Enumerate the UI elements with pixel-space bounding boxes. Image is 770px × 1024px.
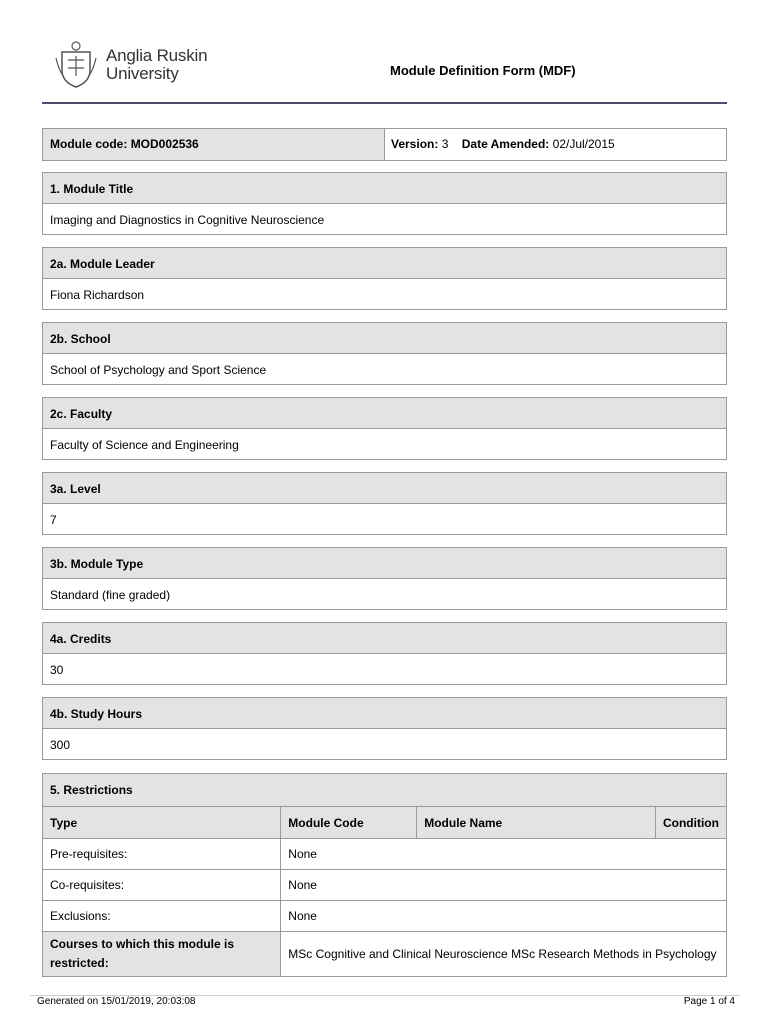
section-heading: 5. Restrictions bbox=[43, 774, 726, 806]
form-title: Module Definition Form (MDF) bbox=[390, 63, 576, 78]
section-credits bbox=[42, 622, 727, 685]
section-heading: 2b. School bbox=[43, 323, 726, 354]
header-divider bbox=[42, 102, 727, 104]
section-heading: 3a. Level bbox=[43, 473, 726, 504]
version-date bbox=[385, 129, 726, 160]
restrictions-table bbox=[43, 806, 726, 976]
module-code-value: MOD002536 bbox=[130, 137, 199, 151]
university-name-line2: University bbox=[106, 64, 179, 83]
column-header: Module Code bbox=[281, 807, 417, 839]
section-heading: 4b. Study Hours bbox=[43, 698, 726, 729]
section-value: 30 bbox=[50, 663, 64, 677]
section-value: Imaging and Diagnostics in Cognitive Neuroscience bbox=[50, 213, 325, 227]
section-value: School of Psychology and Sport Science bbox=[50, 363, 267, 377]
table-row bbox=[43, 901, 726, 932]
university-logo bbox=[54, 40, 214, 90]
version-label: Version: bbox=[391, 137, 439, 151]
section-school bbox=[42, 322, 727, 385]
section-level bbox=[42, 472, 727, 535]
section-restrictions bbox=[42, 773, 727, 977]
table-row bbox=[43, 870, 726, 901]
crest-icon bbox=[54, 40, 98, 88]
section-heading: 2a. Module Leader bbox=[43, 248, 726, 279]
table-row bbox=[43, 839, 726, 870]
date-amended-label: Date Amended: bbox=[461, 137, 550, 151]
university-name bbox=[106, 47, 207, 83]
restriction-type: Pre-requisites: bbox=[43, 839, 281, 870]
restriction-type: Co-requisites: bbox=[43, 870, 281, 901]
section-value: Fiona Richardson bbox=[50, 288, 145, 302]
module-info-box bbox=[42, 128, 727, 161]
restriction-value: MSc Cognitive and Clinical Neuroscience MSc Research Methods in Psychology bbox=[281, 932, 726, 977]
page-number: Page 1 of 4 bbox=[683, 996, 735, 1007]
generated-timestamp: Generated on 15/01/2019, 20:03:08 bbox=[37, 996, 196, 1007]
column-header: Condition bbox=[655, 807, 726, 839]
date-amended-value: 02/Jul/2015 bbox=[552, 137, 615, 151]
restriction-value: None bbox=[281, 901, 726, 932]
section-heading: 1. Module Title bbox=[43, 173, 726, 204]
restriction-type: Exclusions: bbox=[43, 901, 281, 932]
column-header: Module Name bbox=[417, 807, 656, 839]
section-module-type bbox=[42, 547, 727, 610]
section-heading: 4a. Credits bbox=[43, 623, 726, 654]
section-heading: 2c. Faculty bbox=[43, 398, 726, 429]
restriction-value: None bbox=[281, 839, 726, 870]
section-value: Standard (fine graded) bbox=[50, 588, 171, 602]
restriction-value: None bbox=[281, 870, 726, 901]
table-row bbox=[43, 932, 726, 977]
section-value: 300 bbox=[50, 738, 71, 752]
column-header: Type bbox=[43, 807, 281, 839]
section-module-leader bbox=[42, 247, 727, 310]
section-value: 7 bbox=[50, 513, 57, 527]
table-header-row bbox=[43, 807, 726, 839]
section-module-title bbox=[42, 172, 727, 235]
section-study-hours bbox=[42, 697, 727, 760]
university-name-line1: Anglia Ruskin bbox=[106, 46, 208, 65]
section-heading: 3b. Module Type bbox=[43, 548, 726, 579]
section-faculty bbox=[42, 397, 727, 460]
section-value: Faculty of Science and Engineering bbox=[50, 438, 239, 452]
version-value: 3 bbox=[441, 137, 449, 151]
module-code bbox=[43, 129, 385, 160]
restriction-type: Courses to which this module is restricted: bbox=[43, 932, 281, 977]
module-code-label: Module code: bbox=[50, 137, 128, 151]
